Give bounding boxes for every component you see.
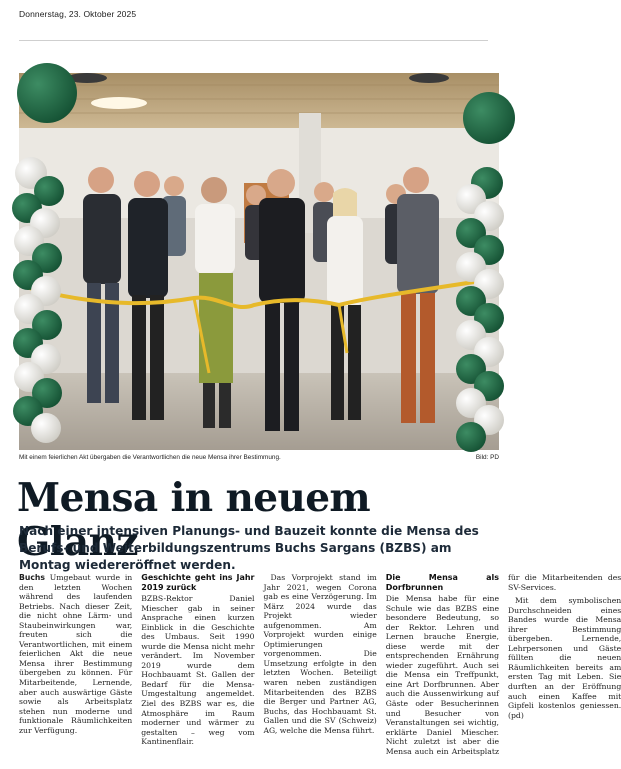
body-paragraph-1-text: Umgebaut wurde in den letzten Wochen während des laufenden Betriebs. Nach dieser Zeit, die nicht ohne Lärm- und Staubeinwirkungen war, freuten sich die Verantwortlichen, mit einem feierlichen Akt die neue Mensa ihrer Bestimmung übergeben zu können. Für Mitarbeitende, Lernende, aber auch auswärtige Gäste sowie als Arbeitsplatz stehen nun moderne und funktionale Räumlichkeiten zur Verfügung. [19,573,133,735]
subheading-dorfbrunnen: Die Mensa als Dorfbrunnen [385,573,499,592]
page-date: Donnerstag, 23. Oktober 2025 [19,9,137,19]
article-photo [19,73,499,450]
top-divider [19,40,488,41]
article-lead: Nach einer intensiven Planungs- und Bauzeit konnte die Mensa des Berufs- und Weiterbildungszentrums Buchs Sargans (BZBS) am Montag wiedereröffnet werden. [19,524,479,572]
body-paragraph-1 [19,573,132,735]
dateline: Buchs [19,573,45,582]
subheading-history: Geschichte geht ins Jahr 2019 zurück [141,573,255,592]
photo-credit: Bild: PD [475,454,499,461]
photo-caption-row [19,454,499,462]
body-paragraph-4: Die Mensa habe für eine Schule wie das BZBS eine besondere Bedeutung, so der Rektor. Lehren und Lernen brauche Energie, diese werde mit der entsprechenden Ernährung wieder zugeführt. Auch sei die Mensa ein Treffpunkt, eine Art Dorfbrunnen. Aber auch die Aussenwirkung auf Gäste oder Besucherinnen und Besucher von Veranstaltungen sei wichtig, erklärte Daniel Miescher. Nicht zuletzt ist aber die Mensa auch ein Arbeitsplatz für die Mitarbeitenden des SV-Services. [385,573,621,756]
article-body [19,573,621,765]
photo-caption: Mit einem feierlichen Akt übergaben die Verantwortlichen die neue Mensa ihrer Bestimmung. [19,454,281,461]
article-headline: Mensa in neuem Glanz [17,475,371,565]
body-paragraph-5: Mit dem symbolischen Durchschneiden eines Bandes wurde die Mensa ihrer Bestimmung übergeben. Lernende, Lehrpersonen und Gäste füllten die neuen Räumlichkeiten bereits am ersten Tag mit Leben. Sie durften an der Eröffnung auch einen Kaffee mit Gipfeli kostenlos geniessen. (pd) [508,596,621,720]
body-paragraph-3: Das Vorprojekt stand im Jahr 2021, wegen Corona gab es eine Verzögerung. Im März 2024 wurde das Projekt wieder aufgenommen. Am Vorprojekt wurden einige Optimierungen vorgenommen. Die Umsetzung erfolgte in den letzten Wochen. Beteiligt waren neben zuständigen Mitarbeitenden des BZBS die Berger und Partner AG, Buchs, das Hochbauamt St. Gallen und die SV (Schweiz) AG, welche die Mensa führt. [263,573,377,735]
body-paragraph-2: BZBS-Rektor Daniel Miescher gab in seiner Ansprache einen kurzen Einblick in die Geschichte des Umbaus. Seit 1990 wurde die Mensa nicht mehr verändert. Im November 2019 wurde dem Hochbauamt St. Gallen der Bedarf für die Mensa-Umgestaltung angemeldet. Ziel des BZBS war es, die Atmosphäre im Raum moderner und wärmer zu gestalten – weg vom Kantinenflair. [141,594,255,747]
